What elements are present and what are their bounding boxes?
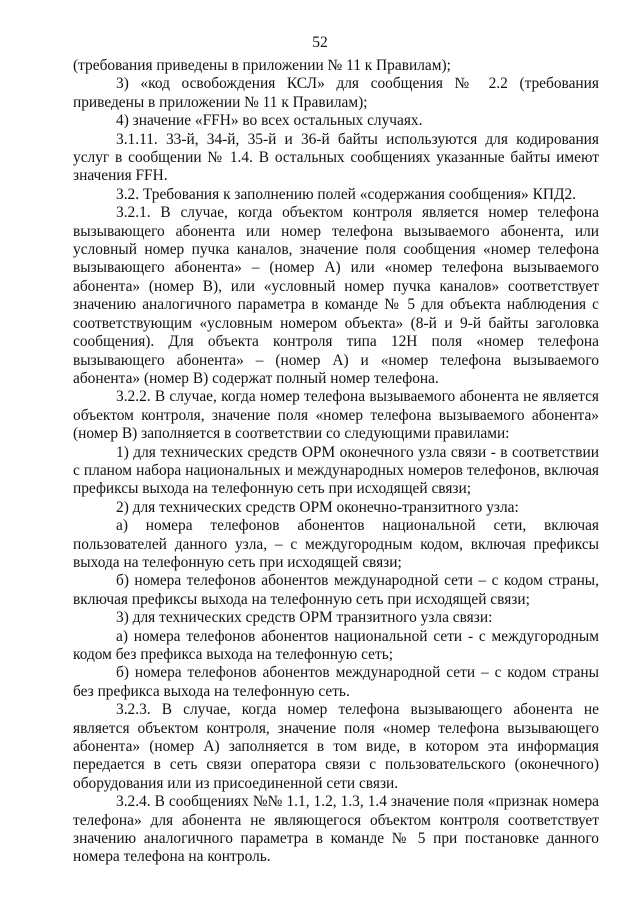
- sub-item-b-international-network: б) номера телефонов абонентов международной сети – с кодом страны, включая префиксы выхода на телефонную сеть при исходящей связи;: [73, 572, 599, 608]
- paragraph-3-2-3: 3.2.3. В случае, когда номер телефона вызывающего абонента не является объектом контроля, значение поля «номер телефона вызывающего абонента» (номер А) заполняется в том виде, в котором эта информация передается в сеть связи оператора связи с пользовательского (оконечного) оборудования или из присоединенной сети связи.: [73, 701, 599, 792]
- sub-item-b-international-transit: б) номера телефонов абонентов международной сети – с кодом страны без префикса выхода на телефонную сеть.: [73, 664, 599, 700]
- section-heading-3-2: 3.2. Требования к заполнению полей «содержания сообщения» КПД2.: [116, 185, 576, 203]
- document-body: [73, 57, 599, 867]
- paragraph-3-2-2: 3.2.2. В случае, когда номер телефона вызываемого абонента не является объектом контроля, значение поля «номер телефона вызываемого абонента» (номер В) заполняется в соответствии со следующими правилами:: [73, 388, 599, 443]
- paragraph-requirements-continued: (требования приведены в приложении № 11 к Правилам);: [73, 57, 451, 74]
- list-item-1-terminal-node: 1) для технических средств ОРМ оконечного узла связи - в соответствии с планом набора национальных и международных номеров телефонов, включая префиксы выхода на телефонную сеть при исходящей связи;: [73, 443, 599, 498]
- sub-item-a-national-transit: а) номера телефонов абонентов национальной сети - с междугородным кодом без префикса выхода на телефонную сеть;: [73, 627, 599, 663]
- list-item-3-ksl-code: 3) «код освобождения КСЛ» для сообщения № 2.2 (требования приведены в приложении № 11 к Правилам);: [73, 75, 599, 111]
- list-item-4-ffh-value: 4) значение «FFH» во всех остальных случаях.: [116, 112, 423, 130]
- paragraph-3-2-4: 3.2.4. В сообщениях №№ 1.1, 1.2, 1.3, 1.4 значение поля «признак номера телефона» для абонента не являющегося объектом контроля соответствует значению аналогичного параметра в команде № 5 при постановке данного номера телефона на контроль.: [73, 793, 599, 866]
- paragraph-3-1-11: 3.1.11. 33-й, 34-й, 35-й и 36-й байты используются для кодирования услуг в сообщении № 1.4. В остальных сообщениях указанные байты имеют значения FFH.: [73, 130, 599, 185]
- page-number: 52: [312, 34, 328, 51]
- list-item-2-terminal-transit-node: 2) для технических средств ОРМ оконечно-транзитного узла:: [116, 498, 519, 516]
- paragraph-3-2-1: 3.2.1. В случае, когда объектом контроля является номер телефона вызывающего абонента или номер телефона вызываемого абонента, или условный номер пучка каналов, значение поля сообщения «номер телефона вызывающего абонента» – (номер А) или «номер телефона вызываемого абонента» (номер В), или «условный номер пучка каналов» соответствует значению аналогичного параметра в команде № 5 для объекта наблюдения с соответствующим «условным номером объекта» (8-й и 9-й байты заголовка сообщения). Для объекта контроля типа 12H поля «номер телефона вызывающего абонента» – (номер А) и «номер телефона вызываемого абонента» (номер В) содержат полный номер телефона.: [73, 204, 599, 387]
- sub-item-a-national-network: а) номера телефонов абонентов национальной сети, включая пользователей данного узла, – с междугородным кодом, включая префиксы выхода на телефонную сеть при исходящей связи;: [73, 517, 599, 571]
- list-item-3-transit-node: 3) для технических средств ОРМ транзитного узла связи:: [116, 609, 493, 627]
